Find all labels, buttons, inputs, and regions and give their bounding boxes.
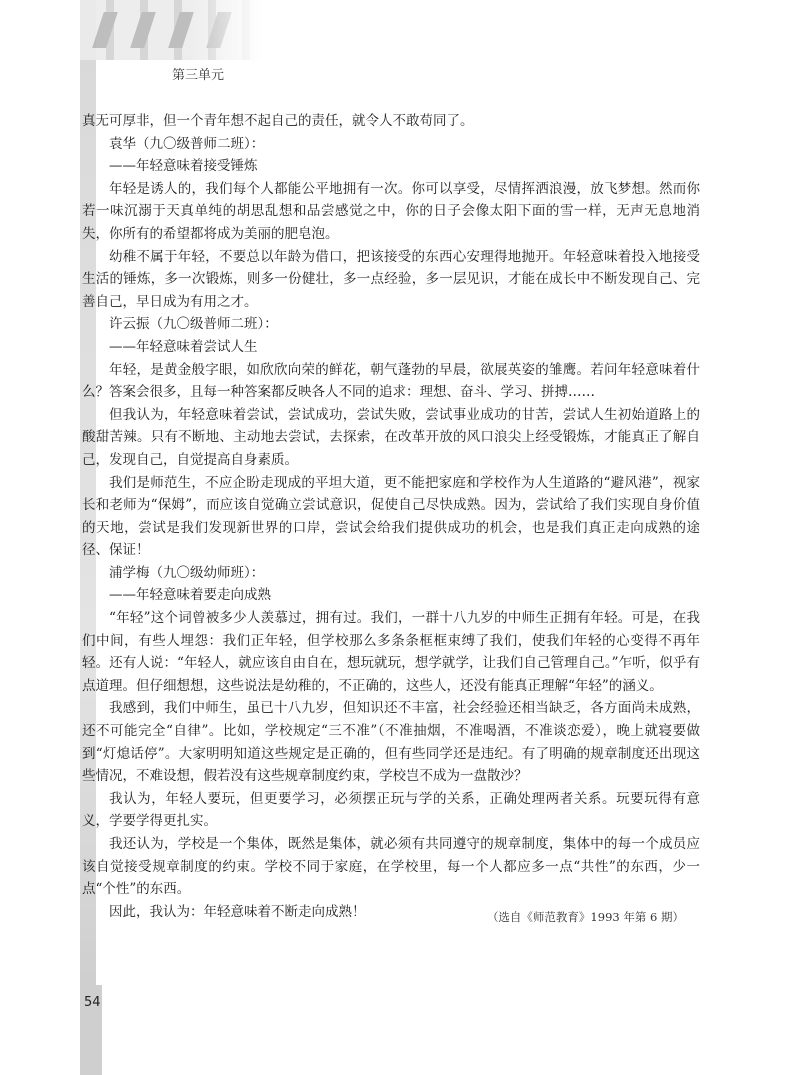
header-decoration xyxy=(80,0,265,60)
source-citation: （选自《师范教育》1993 年第 6 期） xyxy=(486,910,684,924)
paragraph: 我们是师范生，不应企盼走现成的平坦大道，更不能把家庭和学校作为人生道路的“避风港”，视家长和老师为“保姆”，而应该自觉确立尝试意识，促使自己尽快成熟。因为，尝试给了我们实现自身价值的天地，尝试是我们发现新世界的口岸，尝试会给我们提供成功的机会，也是我们真正走向成熟的途径、保证！ xyxy=(82,474,700,559)
paragraph: 我还认为，学校是一个集体，既然是集体，就必须有共同遵守的规章制度，集体中的每一个成员应该自觉接受规章制度的约束。学校不同于家庭，在学校里，每一个人都应多一点“共性”的东西，少一点“个性”的东西。 xyxy=(82,836,700,898)
author-line: 袁华（九〇级普师二班）： xyxy=(109,135,265,152)
paragraph: “年轻”这个词曾被多少人羡慕过，拥有过。我们，一群十八九岁的中师生正拥有年轻。可是，在我们中间，有些人埋怨：我们正年轻，但学校那么多条条框框束缚了我们，使我们年轻的心变得不再年轻。还有人说：“年轻人，就应该自由自在，想玩就玩，想学就学，让我们自己管理自己。”乍听，似乎有点道理。但仔细想想，这些说法是幼稚的，不正确的，这些人，还没有能真正理解“年轻”的涵义。 xyxy=(82,610,700,694)
paragraph: 但我认为，年轻意味着尝试，尝试成功，尝试失败，尝试事业成功的甘苦，尝试人生初始道路上的酸甜苦辣。只有不断地、主动地去尝试，去探索，在改革开放的风口浪尖上经受锻炼，才能真正了解自己，发现自己，自觉提高自身素质。 xyxy=(82,406,700,468)
paragraph: 因此，我认为：年轻意味着不断走向成熟！ xyxy=(109,903,366,920)
subtitle-line: ——年轻意味着要走向成熟 xyxy=(109,587,271,604)
subtitle-line: ——年轻意味着接受锤炼 xyxy=(109,158,258,175)
author-line: 浦学梅（九〇级幼师班）： xyxy=(109,564,265,581)
paragraph: 真无可厚非，但一个青年想不起自己的责任，就令人不敢苟同了。 xyxy=(82,113,474,129)
paragraph: 幼稚不属于年轻，不要总以年龄为借口，把该接受的东西心安理得地抛开。年轻意味着投入地接受生活的锤炼，多一次锻炼，则多一份健壮，多一点经验，多一层见识，才能在成长中不断发现自己、完善自己，早日成为有用之才。 xyxy=(82,248,700,310)
paragraph: 年轻是诱人的，我们每个人都能公平地拥有一次。你可以享受，尽情挥洒浪漫，放飞梦想。然而你若一味沉溺于天真单纯的胡思乱想和品尝感觉之中，你的日子会像太阳下面的雪一样，无声无息地消失，你所有的希望都将成为美丽的肥皂泡。 xyxy=(82,180,700,242)
article-body xyxy=(82,110,700,923)
paragraph: 我认为，年轻人要玩，但更要学习，必须摆正玩与学的关系，正确处理两者关系。玩要玩得有意义，学要学得更扎实。 xyxy=(82,790,700,830)
unit-label: 第三单元 xyxy=(172,68,225,83)
paragraph: 我感到，我们中师生，虽已十八九岁，但知识还不丰富，社会经验还相当缺乏，各方面尚未成熟，还不可能完全“自律”。比如，学校规定“三不准”（不准抽烟，不准喝酒，不准谈恋爱），晚上就寝要做到“灯熄话停”。大家明明知道这些规定是正确的，但有些同学还是违纪。有了明确的规章制度还出现这些情况，不难设想，假若没有这些规章制度约束，学校岂不成为一盘散沙？ xyxy=(82,700,700,785)
page-number: 54 xyxy=(84,995,101,1010)
subtitle-line: ——年轻意味着尝试人生 xyxy=(109,338,258,355)
paragraph: 年轻，是黄金般字眼，如欣欣向荣的鲜花，朝气蓬勃的早晨，欲展英姿的雏鹰。若问年轻意味着什么？答案会很多，且每一种答案都反映各人不同的追求：理想、奋斗、学习、拼搏…… xyxy=(82,361,700,401)
author-line: 许云振（九〇级普师二班）： xyxy=(109,316,278,333)
